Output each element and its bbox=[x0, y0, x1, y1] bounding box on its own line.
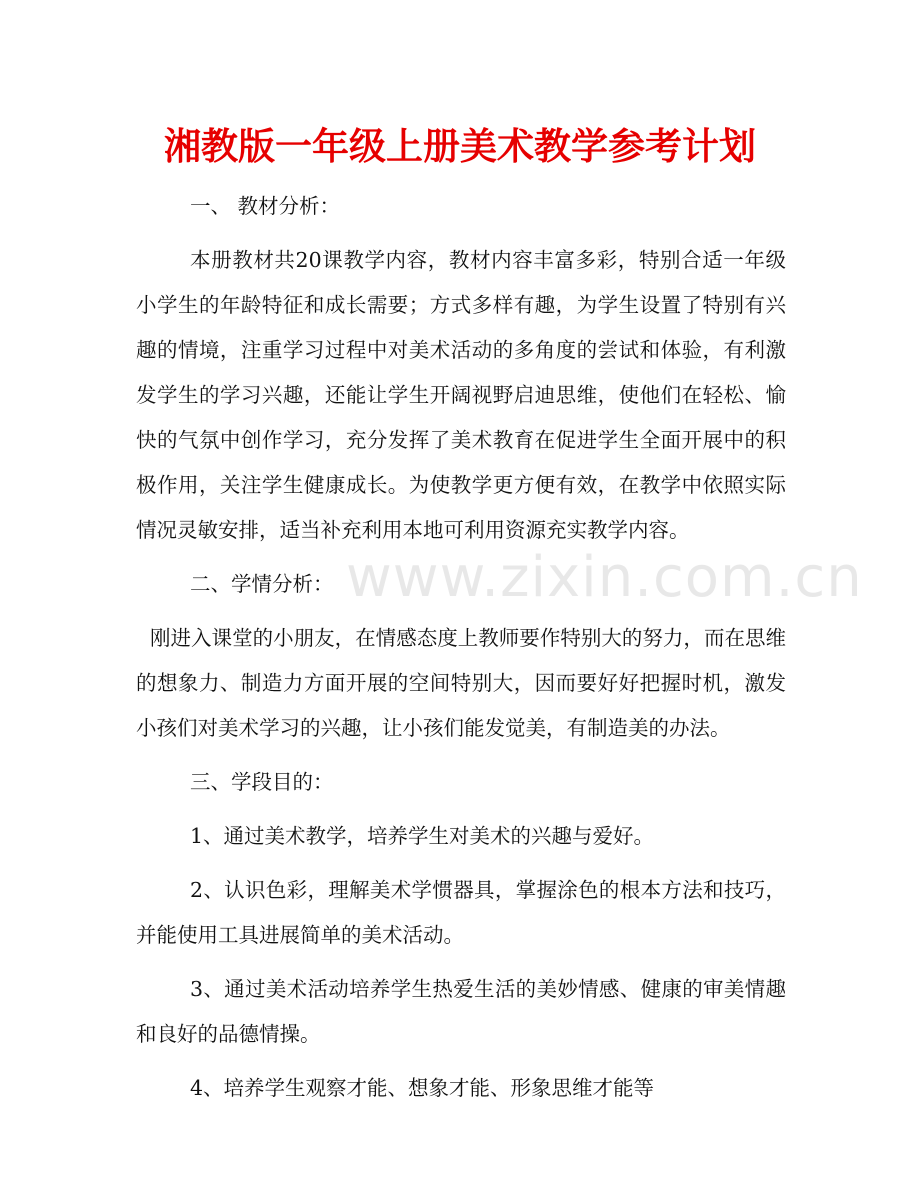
goal-item-4: 4、培养学生观察才能、想象才能、形象思维才能等 bbox=[190, 1076, 655, 1100]
paragraph-students: 刚进入课堂的小朋友，在情感态度上教师要作特别大的努力，而在思维的想象力、制造力方面开展的空间特别大，因而要好好把握时机，激发小孩们对美术学习的兴趣，让小孩们能发觉美，有制造美的办法。 bbox=[136, 626, 786, 740]
document-title: 湘教版一年级上册美术教学参考计划 bbox=[164, 125, 756, 168]
goal-item-3: 3、通过美术活动培养学生热爱生活的美妙情感、健康的审美情趣和良好的品德情操。 bbox=[136, 977, 786, 1046]
section-heading-students: 二、学情分析： bbox=[190, 572, 334, 596]
goal-item-1: 1、通过美术教学，培养学生对美术的兴趣与爱好。 bbox=[190, 824, 655, 848]
watermark: www.zixin.com.cn bbox=[346, 545, 863, 610]
section-heading-goals: 三、学段目的： bbox=[190, 770, 334, 794]
document-body bbox=[136, 184, 786, 1111]
goal-item-2: 2、认识色彩，理解美术学惯器具，掌握涂色的根本方法和技巧，并能使用工具进展简单的美术活动。 bbox=[136, 878, 786, 947]
section-heading-materials: 一、 教材分析： bbox=[190, 194, 341, 218]
paragraph-materials: 本册教材共20课教学内容，教材内容丰富多彩，特别合适一年级小学生的年龄特征和成长需要；方式多样有趣，为学生设置了特别有兴趣的情境，注重学习过程中对美术活动的多角度的尝试和体验，有利激发学生的学习兴趣，还能让学生开阔视野启迪思维，使他们在轻松、愉快的气氛中创作学习，充分发挥了美术教育在促进学生全面开展中的积极作用，关注学生健康成长。为使教学更方便有效，在教学中依照实际情况灵敏安排，适当补充利用本地可利用资源充实教学内容。 bbox=[136, 248, 786, 542]
